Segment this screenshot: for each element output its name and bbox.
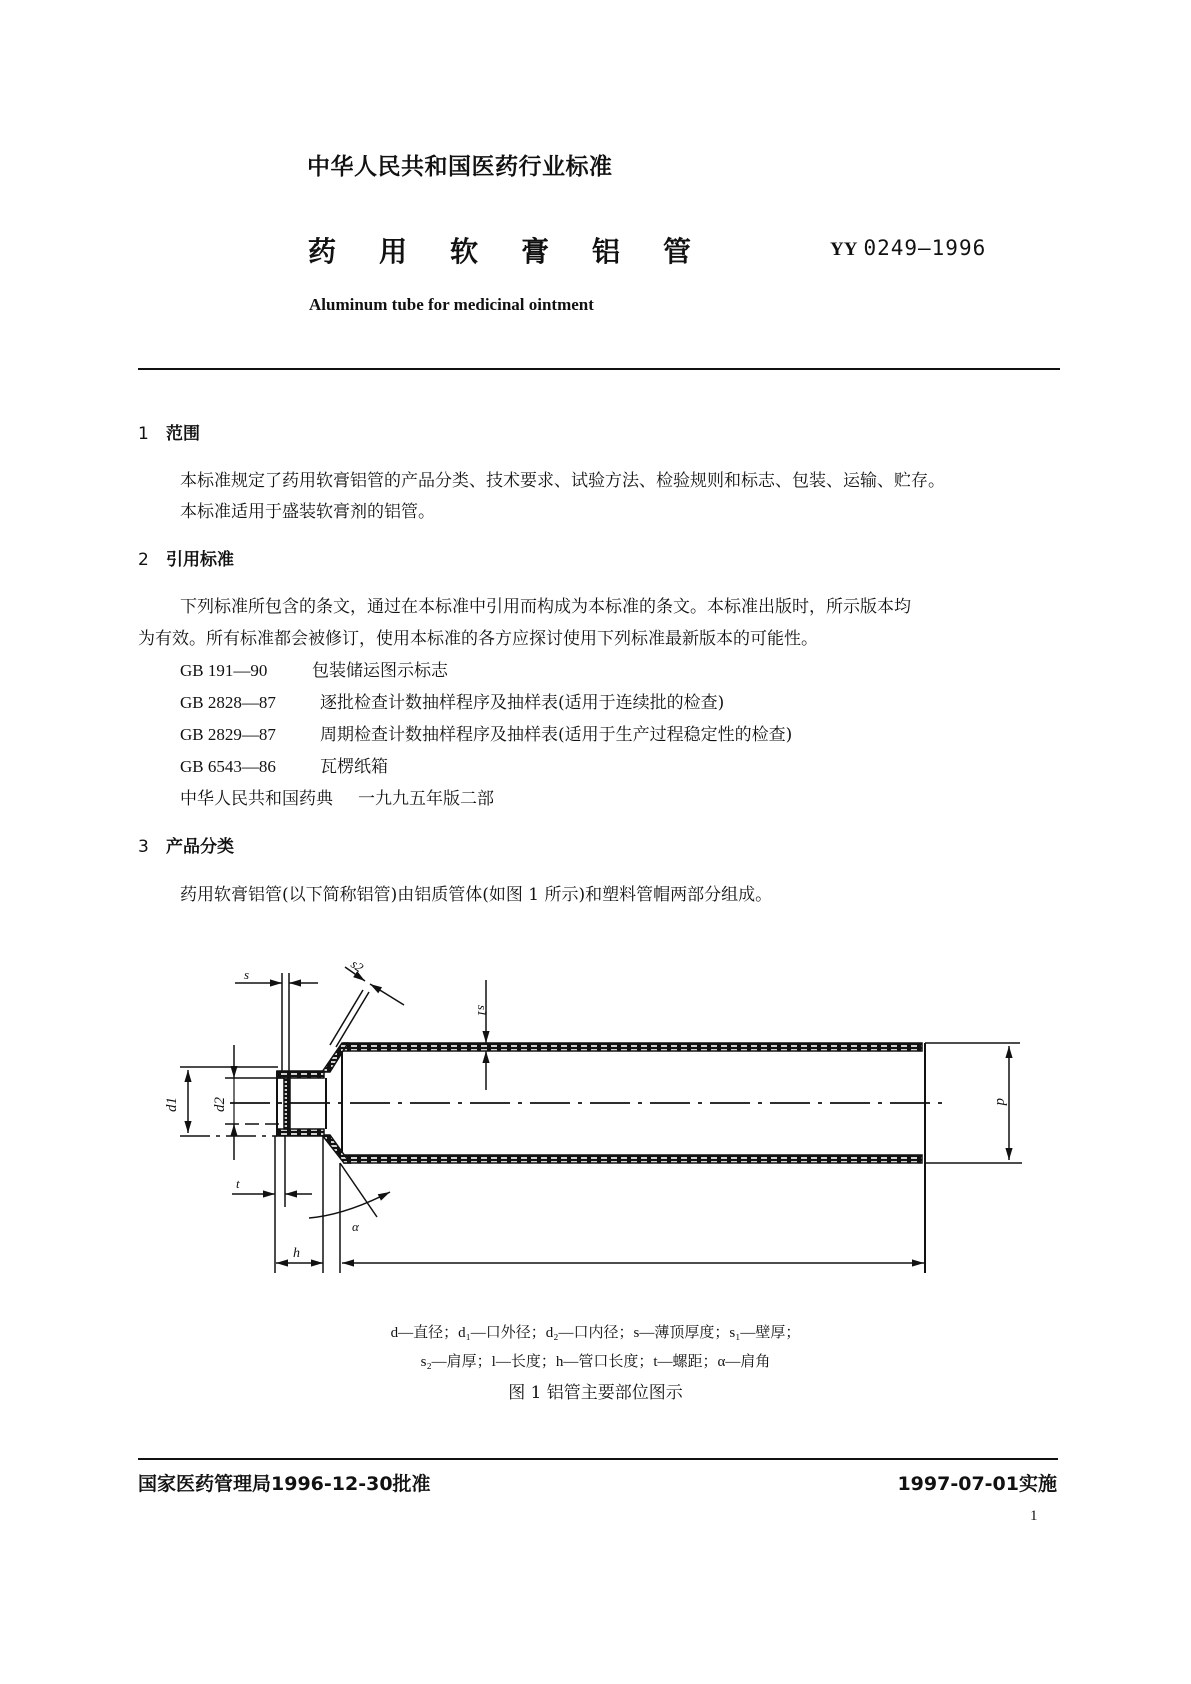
label-s1: s1 [475, 1005, 490, 1017]
reference-code: GB 2829—87 [180, 725, 276, 744]
figure-legend-line-2: s₂—肩厚；l—长度；h—管口长度；t—螺距；α—肩角 [420, 1354, 771, 1370]
section-title: 引用标准 [166, 550, 234, 570]
section-number: 2 [138, 550, 149, 570]
reference-title: 包装储运图示标志 [312, 661, 448, 681]
reference-code: GB 2828—87 [180, 693, 276, 712]
title-char: 铝 [592, 235, 621, 268]
figure-title: 图 1 铝管主要部位图示 [508, 1383, 683, 1403]
label-d1: d1 [164, 1097, 180, 1112]
figure-legend-line-1: d—直径；d₁—口外径；d₂—口内径；s—薄顶厚度；s₁—壁厚； [390, 1325, 801, 1341]
standard-number: 0249—1996 [863, 236, 987, 260]
paragraph: 为有效。所有标准都会被修订，使用本标准的各方应探讨使用下列标准最新版本的可能性。 [138, 629, 818, 649]
label-d: d [993, 1098, 1009, 1106]
paragraph: 药用软膏铝管(以下简称铝管)由铝质管体(如图 1 所示)和塑料管帽两部分组成。 [180, 885, 773, 905]
title-char: 用 [379, 235, 408, 268]
section-title: 范围 [166, 424, 200, 444]
issuing-organization: 中华人民共和国医药行业标准 [307, 154, 613, 180]
footer-divider [138, 1458, 1058, 1460]
effective-date: 1997-07-01实施 [897, 1473, 1057, 1495]
label-s: s [244, 967, 250, 982]
reference-code: GB 191—90 [180, 661, 268, 680]
title-char: 管 [663, 235, 692, 268]
approval-date: 国家医药管理局1996-12-30批准 [138, 1473, 431, 1495]
label-h: h [293, 1246, 300, 1261]
label-s2: s2 [348, 956, 367, 976]
paragraph: 本标准规定了药用软膏铝管的产品分类、技术要求、试验方法、检验规则和标志、包装、运输、贮存。 [180, 471, 945, 491]
reference-title: 一九九五年版二部 [358, 789, 494, 809]
page-number: 1 [1030, 1508, 1038, 1524]
title-char: 软 [450, 235, 479, 268]
reference-title: 周期检查计数抽样程序及抽样表(适用于生产过程稳定性的检查) [320, 725, 793, 745]
title-char: 膏 [521, 235, 550, 268]
standard-prefix: YY [830, 239, 858, 260]
reference-title: 逐批检查计数抽样程序及抽样表(适用于连续批的检查) [320, 693, 725, 713]
title-char: 药 [308, 235, 337, 268]
paragraph: 本标准适用于盛装软膏剂的铝管。 [180, 502, 435, 522]
english-title: Aluminum tube for medicinal ointment [309, 295, 594, 314]
label-d2: d2 [212, 1097, 228, 1112]
reference-title: 瓦楞纸箱 [320, 757, 388, 777]
label-alpha: α [352, 1219, 359, 1234]
paragraph: 下列标准所包含的条文，通过在本标准中引用而构成为本标准的条文。本标准出版时，所示版本均 [180, 597, 911, 617]
label-t: t [236, 1176, 240, 1191]
section-number: 3 [138, 837, 149, 857]
reference-code: GB 6543—86 [180, 757, 276, 776]
reference-code: 中华人民共和国药典 [180, 789, 333, 809]
section-number: 1 [138, 424, 149, 444]
section-title: 产品分类 [166, 837, 234, 857]
